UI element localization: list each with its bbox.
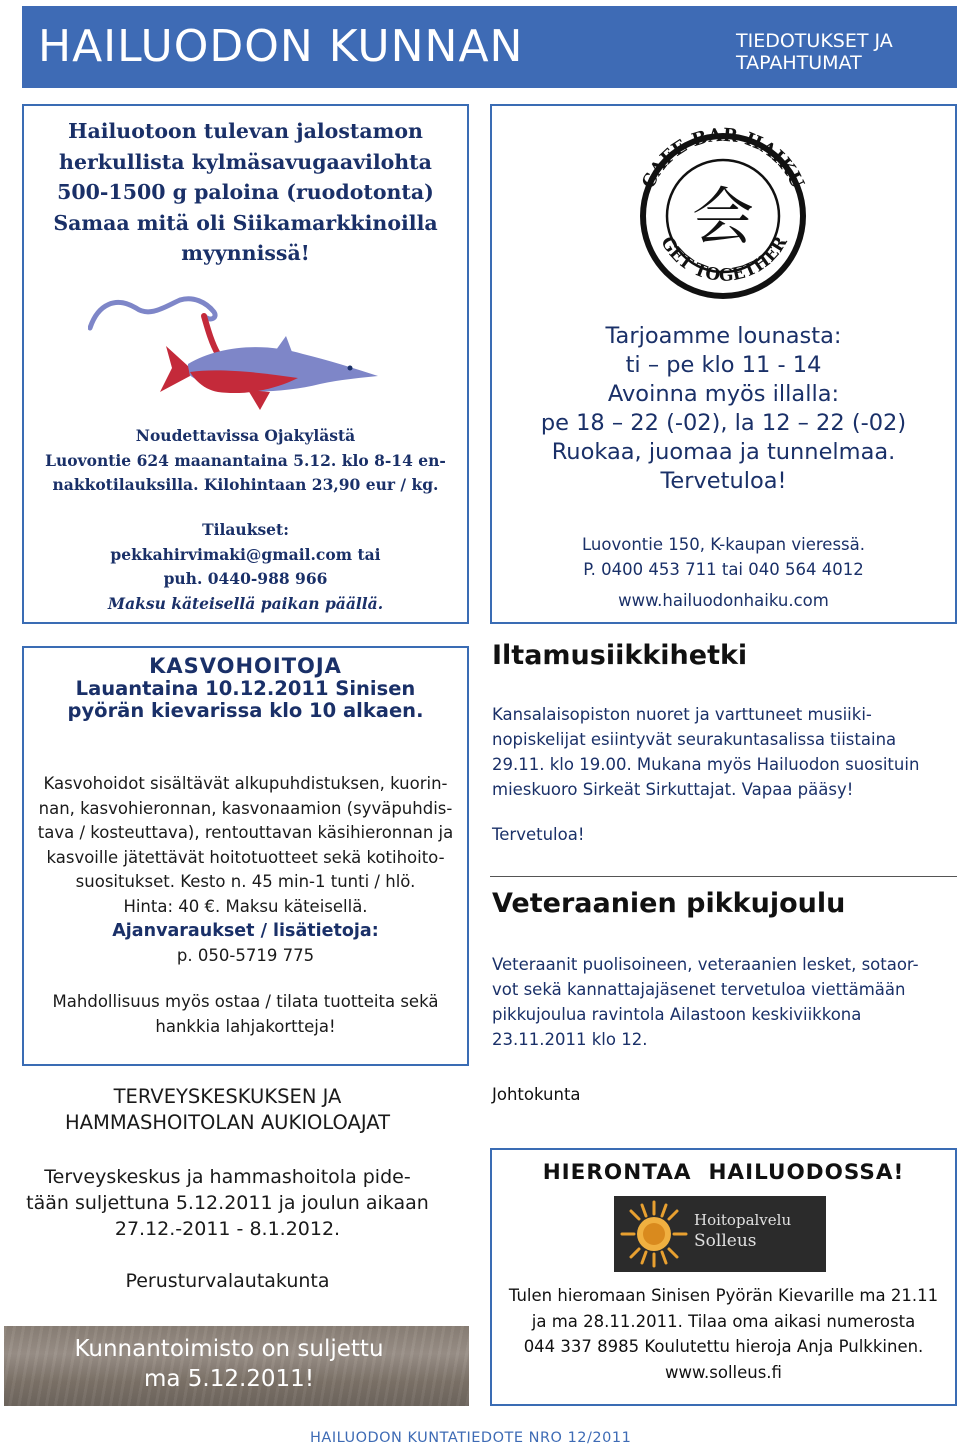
terveyskeskus-body: [10, 1164, 445, 1242]
pickup-line: nakkotilauksilla. Kilohintaan 23,90 eur / kg.: [52, 475, 439, 494]
body-line: nopiskelijat esiintyvät seurakuntasalissa tiistaina: [492, 730, 897, 749]
solleus-logo: [614, 1196, 826, 1272]
cafe-address: Luovontie 150, K-kaupan vieressä.: [582, 535, 865, 554]
cafe-line: Avoinna myös illalla:: [607, 381, 840, 407]
body-line: pikkujoulua ravintola Ailastoon keskiviikkona: [492, 1005, 862, 1024]
fish-ad-line: Samaa mitä oli Siikamarkkinoilla: [53, 210, 438, 235]
title-line: HAMMASHOITOLAN AUKIOLOAJAT: [65, 1111, 390, 1134]
welcome-text: Tervetuloa!: [492, 825, 585, 844]
logo-line: Hoitopalvelu: [694, 1211, 792, 1229]
terveyskeskus-signature: Perusturvalautakunta: [125, 1270, 330, 1292]
veteraanit-signature: Johtokunta: [492, 1085, 581, 1104]
pickup-line: Noudettavissa Ojakylästä: [135, 426, 356, 445]
body-line: Hinta: 40 €. Maksu käteisellä.: [123, 896, 368, 916]
kunnantoimisto-text: [4, 1334, 454, 1394]
terveyskeskus-title: [10, 1084, 445, 1136]
kasvohoitoja-title: KASVOHOITOJA: [149, 654, 342, 678]
body-line: mieskuoro Sirkeät Sirkuttajat. Vapaa pääsy!: [492, 780, 854, 799]
body-line: nan, kasvohieronnan, kasvonaamion (syväpuhdis-: [38, 798, 453, 818]
hieronta-title: HIERONTAA HAILUODOSSA!: [542, 1160, 905, 1185]
cafe-line: Ruokaa, juomaa ja tunnelmaa.: [551, 439, 896, 465]
booking-label: Ajanvaraukset / lisätietoja:: [112, 921, 379, 941]
body-line: 27.12.-2011 - 8.1.2012.: [114, 1218, 341, 1240]
fish-ad-headline: [26, 116, 465, 269]
fish-ad-line: Hailuotoon tulevan jalostamon: [68, 119, 423, 143]
order-line: Maksu käteisellä paikan päällä.: [107, 593, 384, 613]
body-line: 044 337 8985 Koulutettu hieroja Anja Pulkkinen.: [523, 1337, 924, 1356]
kasvohoitoja-subtitle: Lauantaina 10.12.2011 Sinisen: [75, 677, 416, 700]
body-line: Terveyskeskus ja hammashoitola pide-: [44, 1166, 411, 1188]
body-line: tava / kosteuttava), rentouttavan käsihieronnan ja: [37, 823, 454, 842]
title-line: TERVEYSKESKUKSEN JA: [113, 1085, 342, 1108]
body-line: Veteraanit puolisoineen, veteraanien lesket, sotaor-: [492, 955, 919, 974]
cafe-ad-contact: [494, 532, 953, 613]
cafe-line: Tervetuloa!: [660, 468, 787, 494]
page-title: HAILUODON KUNNAN: [38, 21, 524, 72]
logo-line: Solleus: [694, 1231, 757, 1251]
body-line: tään suljettuna 5.12.2011 ja joulun aikaan: [26, 1192, 429, 1214]
hieronta-body: [494, 1283, 953, 1385]
fish-ad-line: 500-1500 g paloina (ruodotonta): [57, 180, 434, 204]
svg-text:GET TOGETHER: GET TOGETHER: [656, 233, 792, 286]
fish-illustration: [88, 296, 388, 414]
svg-text:CAFE BAR HAIKU: CAFE BAR HAIKU: [638, 124, 808, 192]
order-line: Tilaukset:: [202, 520, 289, 539]
kasvohoitoja-body: [26, 772, 465, 1039]
body-line: 23.11.2011 klo 12.: [492, 1030, 648, 1049]
cafe-phone: P. 0400 453 711 tai 040 564 4012: [583, 560, 864, 579]
body-line: Tulen hieromaan Sinisen Pyörän Kievarille ma 21.11: [508, 1286, 939, 1305]
pickup-line: Luovontie 624 maanantaina 5.12. klo 8-14 en-: [45, 450, 446, 470]
veteraanit-body: [492, 952, 952, 1052]
body-line: ja ma 28.11.2011. Tilaa oma aikasi numerosta: [531, 1311, 916, 1331]
sun-icon: [618, 1198, 690, 1270]
page-footer: HAILUODON KUNTATIEDOTE NRO 12/2011: [310, 1430, 632, 1446]
section-divider: [490, 876, 957, 877]
page-subtitle: TIEDOTUKSET JA TAPAHTUMAT: [736, 30, 893, 74]
kasvohoitoja-heading: [26, 654, 465, 722]
body-line: kasvoille jätettävät hoitotuotteet sekä kotihoito-: [46, 847, 445, 867]
banner-line: Kunnantoimisto on suljettu: [74, 1336, 384, 1362]
cafe-line: Tarjoamme lounasta:: [605, 323, 842, 349]
cafe-line: pe 18 – 22 (-02), la 12 – 22 (-02): [540, 410, 907, 436]
iltamusiikki-body: [492, 702, 952, 847]
banner-line: ma 5.12.2011!: [143, 1366, 315, 1392]
body-line: hankkia lahjakortteja!: [155, 1016, 336, 1036]
body-line: Kasvohoidot sisältävät alkupuhdistuksen, kuorin-: [43, 774, 448, 793]
iltamusiikki-title: Iltamusiikkihetki: [492, 640, 748, 671]
solleus-website-link[interactable]: www.solleus.fi: [665, 1362, 782, 1382]
body-line: vot sekä kannattajajäsenet tervetuloa viettämään: [492, 980, 906, 999]
cafe-website-link[interactable]: www.hailuodonhaiku.com: [618, 591, 829, 610]
fish-ad-orders: [26, 518, 465, 616]
fish-ad-line: myynnissä!: [181, 241, 310, 265]
fish-ad-line: herkullista kylmäsavugaavilohta: [59, 149, 432, 174]
kasvohoitoja-subtitle: pyörän kievarissa klo 10 alkaen.: [67, 699, 424, 722]
body-line: Mahdollisuus myös ostaa / tilata tuotteita sekä: [52, 992, 439, 1011]
body-line: suositukset. Kesto n. 45 min-1 tunti / hlö.: [75, 872, 416, 891]
svg-text:会: 会: [691, 180, 755, 253]
veteraanit-title: Veteraanien pikkujoulu: [492, 888, 846, 919]
fish-ad-pickup: [26, 424, 465, 498]
body-line: Kansalaisopiston nuoret ja varttuneet musiiki-: [492, 705, 872, 724]
cafe-bar-haiku-logo: [618, 116, 828, 316]
booking-phone: p. 050-5719 775: [176, 945, 315, 965]
order-email: pekkahirvimaki@gmail.com tai: [110, 544, 381, 564]
cafe-ad-hours: [494, 322, 953, 496]
order-phone: puh. 0440-988 966: [163, 569, 328, 588]
solleus-logo-text: [694, 1210, 791, 1252]
body-line: 29.11. klo 19.00. Mukana myös Hailuodon suosituin: [492, 755, 920, 774]
cafe-line: ti – pe klo 11 - 14: [625, 352, 822, 378]
